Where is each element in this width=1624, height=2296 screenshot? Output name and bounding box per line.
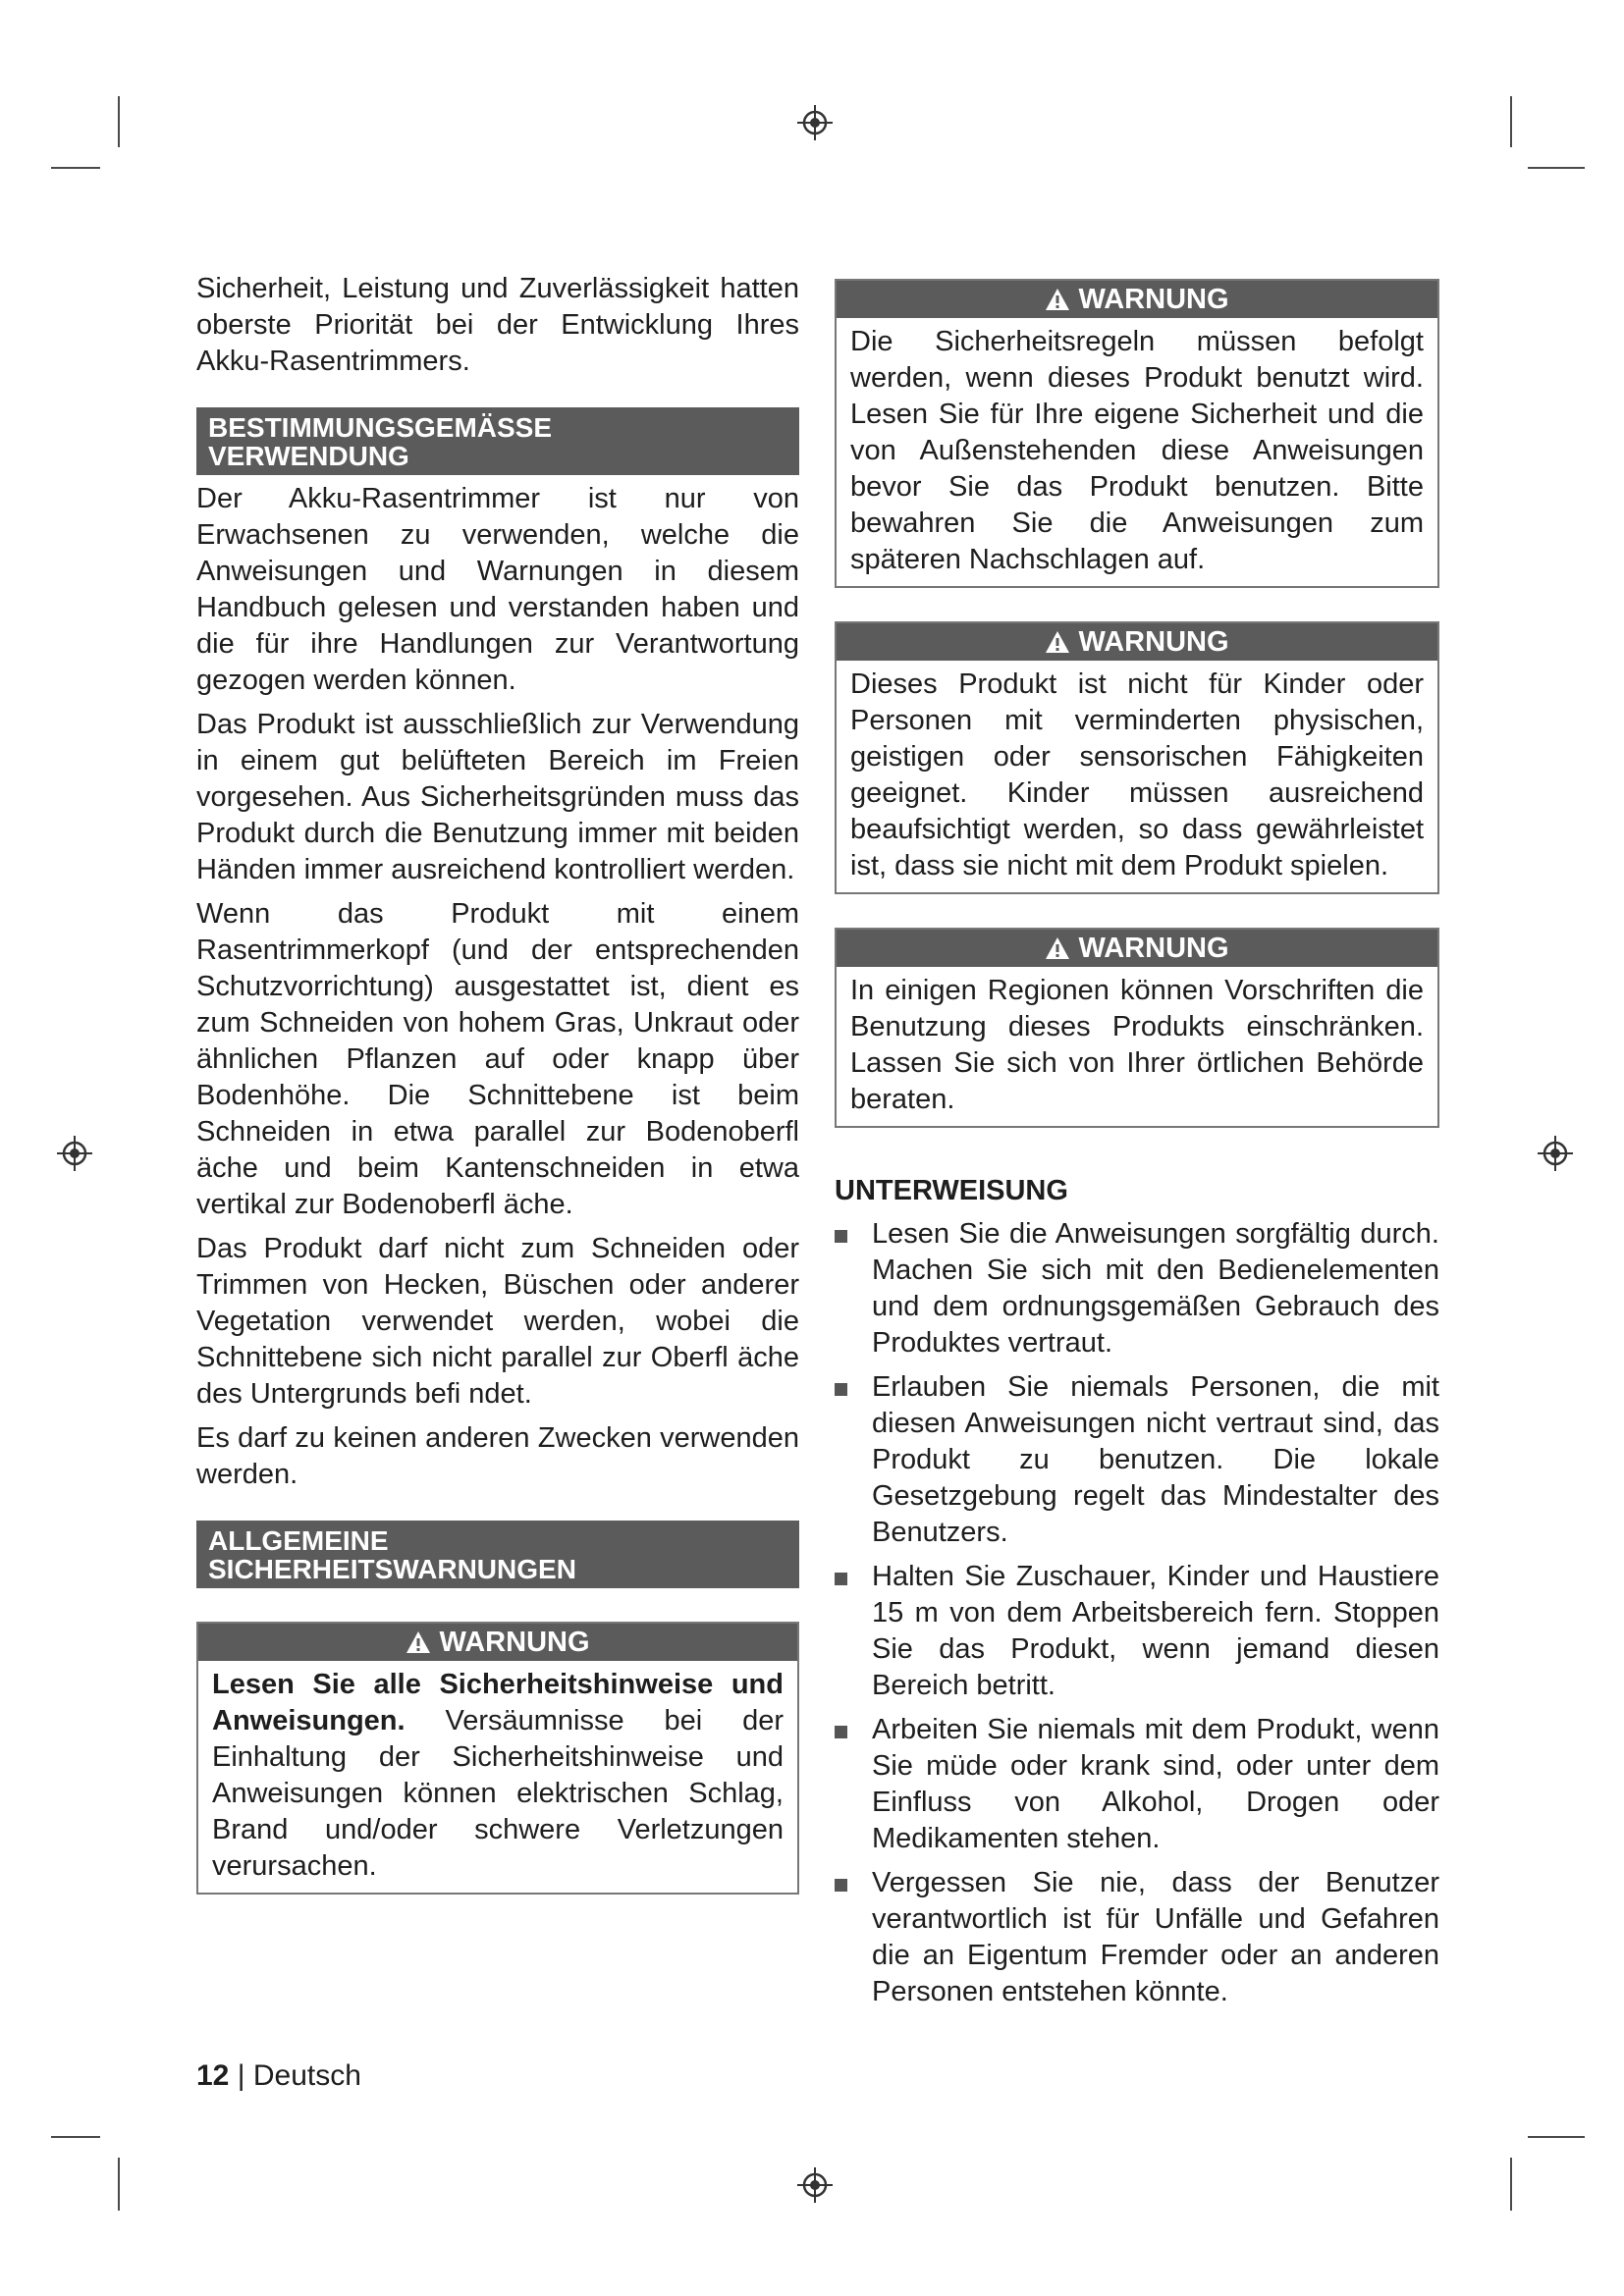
warning-bold-text: Lesen Sie alle Sicherheitshinweise und Anweisungen. (212, 1669, 784, 1736)
bullet-square-icon (835, 1726, 847, 1738)
list-item (835, 1559, 1439, 1704)
warning-text: Die Sicherheitsregeln müssen befolgt werden, wenn dieses Produkt benutzt wird. Lesen Sie für Ihre eigene Sicherheit und die von Außenstehenden diese Anweisungen bevor Sie das Produkt benutzen. Bitte bewahren Sie die Anweisungen zum späteren Nachschlagen auf. (850, 326, 1424, 575)
warning-triangle-icon (406, 1630, 431, 1654)
registration-mark-icon (1537, 1135, 1574, 1172)
crop-mark (1510, 2158, 1512, 2211)
bullet-square-icon (835, 1230, 847, 1243)
body-paragraph: Der Akku-Rasentrimmer ist nur von Erwachsenen zu verwenden, welche die Anweisungen und Warnungen in diesem Handbuch gelesen und verstanden haben und die für ihre Handlungen zur Verantwortung gezogen werden können. (196, 483, 799, 696)
bullet-square-icon (835, 1383, 847, 1396)
left-column (196, 271, 799, 1928)
footer-separator: | (229, 2059, 253, 2092)
list-item-text: Lesen Sie die Anweisungen sorgfältig durch. Machen Sie sich mit den Bedienelementen und dem ordnungsgemäßen Gebrauch des Produktes vertraut. (872, 1218, 1439, 1359)
intro-paragraph: Sicherheit, Leistung und Zuverlässigkeit hatten oberste Priorität bei der Entwicklung Ihres Akku-Rasentrimmers. (196, 273, 799, 377)
list-item-text: Vergessen Sie nie, dass der Benutzer verantwortlich ist für Unfälle und Gefahren die an Eigentum Fremder oder an anderen Personen entstehen könnte. (872, 1867, 1439, 2007)
section-title-intended-use (196, 407, 799, 475)
list-item (835, 1712, 1439, 1857)
bullet-list (835, 1216, 1439, 2010)
warning-box (196, 1622, 799, 1895)
page-footer (196, 2058, 361, 2094)
list-item-text: Halten Sie Zuschauer, Kinder und Haustiere 15 m von dem Arbeitsbereich fern. Stoppen Sie das Produkt, wenn jemand diesen Bereich betritt. (872, 1561, 1439, 1701)
registration-mark-icon (56, 1135, 93, 1172)
warning-label: WARNUNG (1078, 626, 1229, 658)
warning-box (835, 621, 1439, 894)
warning-triangle-icon (1045, 288, 1070, 311)
section-title-safety-warnings (196, 1521, 799, 1588)
warning-triangle-icon (1045, 936, 1070, 960)
list-item-text: Arbeiten Sie niemals mit dem Produkt, wenn Sie müde oder krank sind, oder unter dem Einfluss von Alkohol, Drogen oder Medikamenten stehen. (872, 1714, 1439, 1854)
list-item (835, 1369, 1439, 1551)
bullet-square-icon (835, 1573, 847, 1585)
warning-triangle-icon (1045, 630, 1070, 654)
registration-mark-icon (796, 2166, 834, 2204)
warning-text (198, 1661, 797, 1893)
crop-mark (1510, 96, 1512, 147)
crop-mark (118, 2158, 120, 2211)
right-column (835, 279, 1439, 2018)
section-title-line: BESTIMMUNGSGEMÄSSE (208, 412, 553, 443)
page-number: 12 (196, 2059, 230, 2092)
warning-label: WARNUNG (1078, 933, 1229, 964)
body-paragraph: Das Produkt darf nicht zum Schneiden oder Trimmen von Hecken, Büschen oder anderer Vegetation verwendet werden, wobei die Schnittebene sich nicht parallel zur Oberfl äche des Untergrunds befi ndet. (196, 1233, 799, 1410)
body-paragraph: Es darf zu keinen anderen Zwecken verwenden werden. (196, 1422, 799, 1490)
body-paragraph: Das Produkt ist ausschließlich zur Verwendung in einem gut belüfteten Bereich im Freien vorgesehen. Aus Sicherheitsgründen muss das Produkt durch die Benutzung immer mit beiden Händen immer ausreichend kontrolliert werden. (196, 709, 799, 885)
warning-box (835, 279, 1439, 588)
crop-mark (1528, 167, 1585, 169)
list-item (835, 1216, 1439, 1362)
section-title-line: ALLGEMEINE (208, 1525, 389, 1556)
crop-mark (118, 96, 120, 147)
warning-header (837, 930, 1437, 967)
warning-header (837, 281, 1437, 318)
section-heading-instruction: UNTERWEISUNG (835, 1175, 1068, 1206)
warning-label: WARNUNG (439, 1627, 590, 1658)
warning-header (198, 1624, 797, 1661)
warning-label: WARNUNG (1078, 284, 1229, 315)
crop-mark (51, 167, 100, 169)
warning-text: Dieses Produkt ist nicht für Kinder oder Personen mit verminderten physischen, geistigen oder sensorischen Fähigkeiten geeignet. Kinder müssen ausreichend beaufsichtigt werden, so dass gewährleistet ist, dass sie nicht mit dem Produkt spielen. (850, 668, 1424, 881)
crop-mark (1528, 2136, 1585, 2138)
warning-header (837, 623, 1437, 661)
section-title-line: VERWENDUNG (208, 441, 409, 471)
list-item-text: Erlauben Sie niemals Personen, die mit diesen Anweisungen nicht vertraut sind, das Produkt zu benutzen. Die lokale Gesetzgebung regelt das Mindestalter des Benutzers. (872, 1371, 1439, 1548)
bullet-square-icon (835, 1879, 847, 1892)
footer-language: Deutsch (252, 2059, 361, 2092)
warning-text: In einigen Regionen können Vorschriften die Benutzung dieses Produkts einschränken. Lassen Sie sich von Ihrer örtlichen Behörde beraten. (850, 975, 1424, 1115)
warning-body-text: Versäumnisse bei der Einhaltung der Sicherheitshinweise und Anweisungen können elektrischen Schlag, Brand und/oder schwere Verletzungen verursachen. (212, 1705, 784, 1882)
list-item (835, 1865, 1439, 2010)
section-title-line: SICHERHEITSWARNUNGEN (208, 1554, 576, 1584)
crop-mark (51, 2136, 100, 2138)
body-paragraph: Wenn das Produkt mit einem Rasentrimmerkopf (und der entsprechenden Schutzvorrichtung) ausgestattet ist, dient es zum Schneiden von hohem Gras, Unkraut oder ähnlichen Pflanzen auf oder knapp über Bodenhöhe. Die Schnittebene ist beim Schneiden in etwa parallel zur Bodenoberfl äche und beim Kantenschneiden in etwa vertikal zur Bodenoberfl äche. (196, 898, 799, 1220)
registration-mark-icon (796, 104, 834, 141)
warning-box (835, 928, 1439, 1128)
